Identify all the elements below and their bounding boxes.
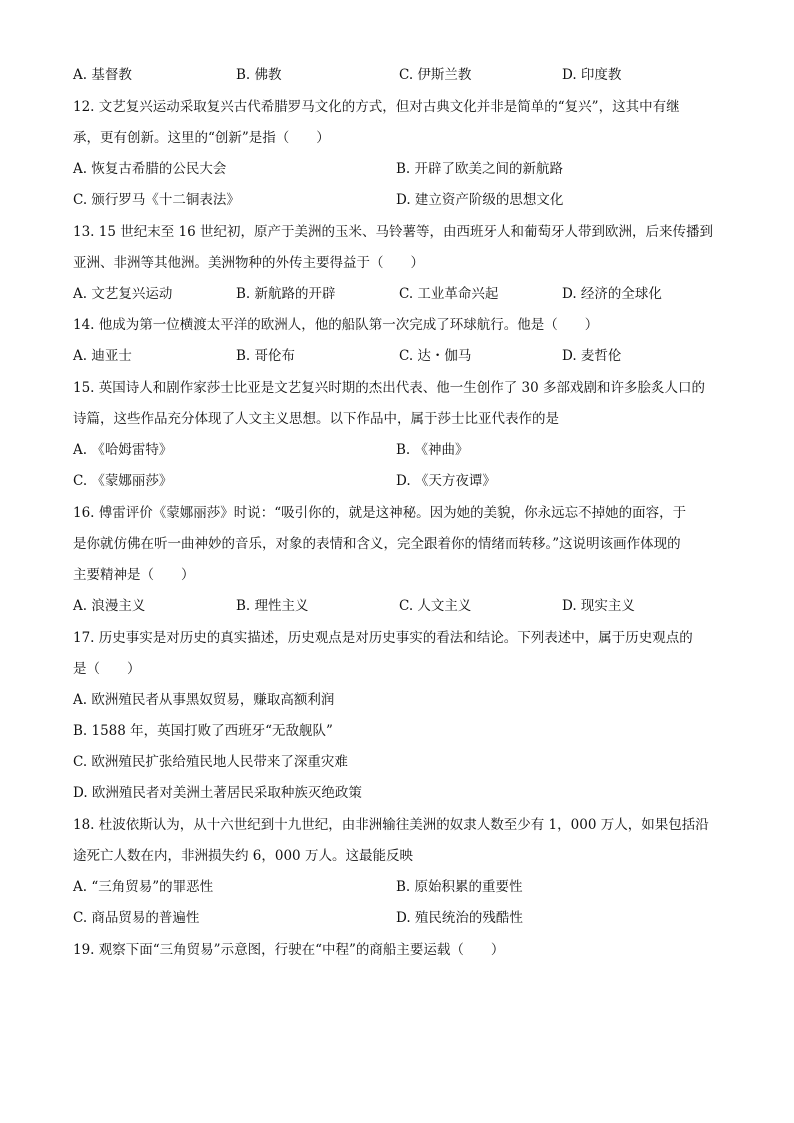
q17-stem-line-2: 是（ ） [73, 661, 141, 677]
q15-options-row-1 [73, 439, 733, 461]
q15-stem-line-2: 诗篇，这些作品充分体现了人文主义思想。以下作品中，属于莎士比亚代表作的是 [73, 411, 559, 427]
q15-option-c: C. 《蒙娜丽莎》 [73, 473, 173, 489]
q15-options-row-2 [73, 470, 733, 492]
q16-option-a: A. 浪漫主义 [73, 598, 146, 614]
q13-stem-line-1: 13. 15 世纪末至 16 世纪初，原产于美洲的玉米、马铃薯等，由西班牙人和葡萄牙人带到欧洲，后来传播到 [73, 224, 713, 240]
q16-options [73, 595, 733, 617]
q19-stem: 19. 观察下面“三角贸易”示意图，行驶在“中程”的商船主要运载（ ） [73, 942, 505, 958]
q16-stem-line-3: 主要精神是（ ） [73, 567, 195, 583]
q17-option-d: D. 欧洲殖民者对美洲土著居民采取种族灭绝政策 [73, 785, 362, 801]
q14-option-d: D. 麦哲伦 [562, 348, 622, 364]
q16-stem-line-1: 16. 傅雷评价《蒙娜丽莎》时说：“吸引你的，就是这神秘。因为她的美貌，你永远忘不掉她的面容，于 [73, 505, 687, 521]
q18-option-b: B. 原始积累的重要性 [396, 879, 523, 895]
q18-stem-line-1: 18. 杜波依斯认为，从十六世纪到十九世纪，由非洲输往美洲的奴隶人数至少有 1，000 万人，如果包括沿 [73, 817, 709, 833]
q12-option-d: D. 建立资产阶级的思想文化 [396, 192, 564, 208]
q18-options-row-2 [73, 907, 733, 929]
q11-option-d: D. 印度教 [562, 67, 622, 83]
q17-option-b: B. 1588 年，英国打败了西班牙“无敌舰队” [73, 723, 333, 739]
q14-stem: 14. 他成为第一位横渡太平洋的欧洲人，他的船队第一次完成了环球航行。他是（ ） [73, 317, 599, 333]
q13-option-b: B. 新航路的开辟 [236, 286, 336, 302]
q18-option-d: D. 殖民统治的残酷性 [396, 910, 523, 926]
q18-options-row-1 [73, 876, 733, 898]
q17-option-a: A. 欧洲殖民者从事黑奴贸易，赚取高额利润 [73, 692, 335, 708]
q14-option-c: C. 达・伽马 [399, 348, 472, 364]
q18-option-a: A. “三角贸易”的罪恶性 [73, 879, 214, 895]
q11-options [73, 64, 733, 86]
q12-option-b: B. 开辟了欧美之间的新航路 [396, 161, 564, 177]
q11-option-b: B. 佛教 [236, 67, 282, 83]
q16-option-d: D. 现实主义 [562, 598, 635, 614]
q11-option-c: C. 伊斯兰教 [399, 67, 472, 83]
q13-stem-line-2: 亚洲、非洲等其他洲。美洲物种的外传主要得益于（ ） [73, 255, 424, 271]
q16-option-c: C. 人文主义 [399, 598, 472, 614]
q15-option-a: A. 《哈姆雷特》 [73, 442, 173, 458]
q14-option-b: B. 哥伦布 [236, 348, 296, 364]
q12-option-c: C. 颁行罗马《十二铜表法》 [73, 192, 240, 208]
q16-option-b: B. 理性主义 [236, 598, 309, 614]
q14-option-a: A. 迪亚士 [73, 348, 132, 364]
q16-stem-line-2: 是你就仿佛在听一曲神妙的音乐，对象的表情和含义，完全跟着你的情绪而转移。”这说明该画作体现的 [73, 536, 681, 552]
q13-options [73, 283, 733, 305]
q13-option-a: A. 文艺复兴运动 [73, 286, 173, 302]
q17-option-c: C. 欧洲殖民扩张给殖民地人民带来了深重灾难 [73, 754, 348, 770]
q18-option-c: C. 商品贸易的普遍性 [73, 910, 200, 926]
q13-option-c: C. 工业革命兴起 [399, 286, 499, 302]
q15-stem-line-1: 15. 英国诗人和剧作家莎士比亚是文艺复兴时期的杰出代表、他一生创作了 30 多部戏剧和许多脍炙人口的 [73, 380, 706, 396]
q15-option-b: B. 《神曲》 [396, 442, 469, 458]
q17-stem-line-1: 17. 历史事实是对历史的真实描述，历史观点是对历史事实的看法和结论。下列表述中，属于历史观点的 [73, 630, 693, 646]
q15-option-d: D. 《天方夜谭》 [396, 473, 496, 489]
q12-stem-line-2: 承，更有创新。这里的“创新”是指（ ） [73, 130, 330, 146]
q13-option-d: D. 经济的全球化 [562, 286, 662, 302]
q12-options-row-2 [73, 189, 733, 211]
q18-stem-line-2: 途死亡人数在内，非洲损失约 6，000 万人。这最能反映 [73, 848, 413, 864]
q12-options-row-1 [73, 158, 733, 180]
q14-options [73, 345, 733, 367]
q12-stem-line-1: 12. 文艺复兴运动采取复兴古代希腊罗马文化的方式，但对古典文化并非是简单的“复兴”，这其中有继 [73, 99, 680, 115]
q12-option-a: A. 恢复古希腊的公民大会 [73, 161, 227, 177]
q11-option-a: A. 基督教 [73, 67, 132, 83]
